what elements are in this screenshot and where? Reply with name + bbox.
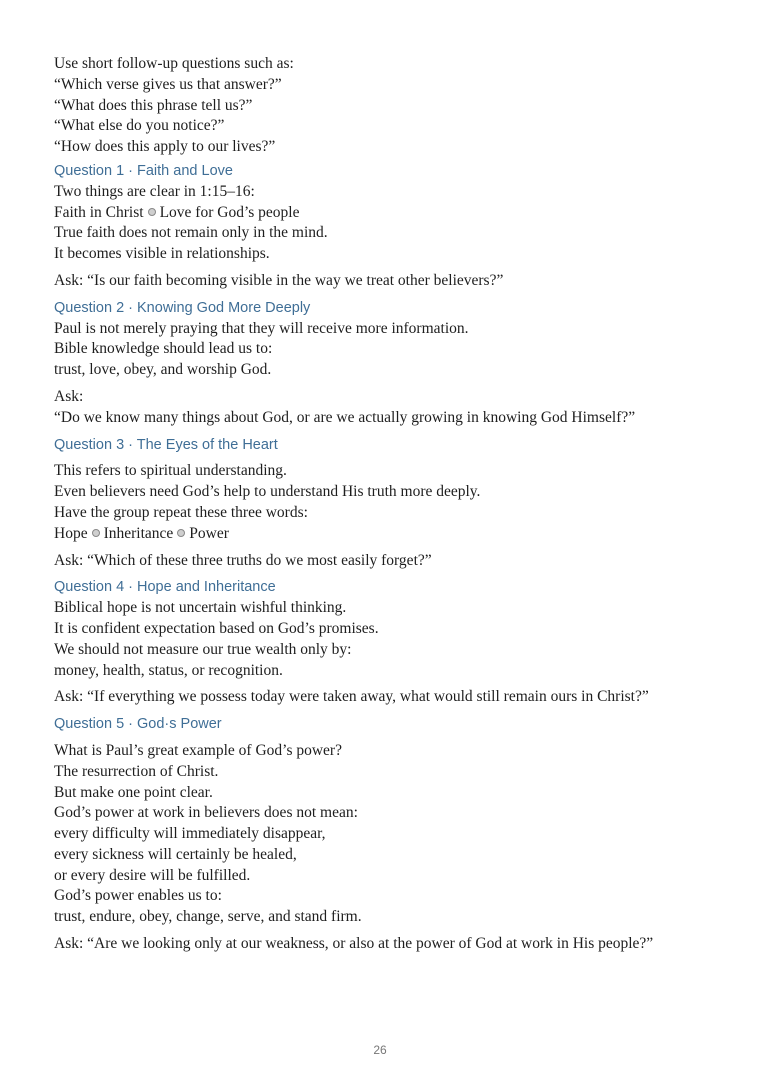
followup-question: “What does this phrase tell us?” — [54, 96, 253, 114]
phrase: Faith in Christ — [54, 203, 144, 221]
body-line: every difficulty will immediately disappear, — [54, 825, 326, 843]
body-line: But make one point clear. — [54, 783, 213, 801]
phrase: Love for God’s people — [159, 203, 300, 221]
body-line: or every desire will be fulfilled. — [54, 866, 251, 884]
body-line: We should not measure our true wealth only by: — [54, 640, 352, 658]
body-line: Two things are clear in 1:15–16: — [54, 182, 255, 200]
section-heading-q4: Question 4 · Hope and Inheritance — [54, 579, 276, 596]
bullet-dot-icon — [92, 529, 100, 537]
body-line: The resurrection of Christ. — [54, 762, 219, 780]
body-line — [54, 524, 734, 545]
body-line: Even believers need God’s help to understand His truth more deeply. — [54, 483, 481, 501]
ask-line: Ask: “If everything we possess today were taken away, what would still remain ours in Christ?” — [54, 688, 649, 706]
word: Hope — [54, 524, 88, 542]
body-line: Have the group repeat these three words: — [54, 503, 308, 521]
section-heading-q1: Question 1 · Faith and Love — [54, 162, 233, 179]
ask-line: Ask: “Which of these three truths do we most easily forget?” — [54, 551, 432, 569]
section-heading-q2: Question 2 · Knowing God More Deeply — [54, 299, 311, 316]
section-heading-q3: Question 3 · The Eyes of the Heart — [54, 436, 278, 453]
followup-question: “How does this apply to our lives?” — [54, 138, 276, 156]
body-line — [54, 203, 734, 224]
ask-line: Ask: “Are we looking only at our weakness, or also at the power of God at work in His people?” — [54, 935, 654, 953]
bullet-dot-icon — [177, 529, 185, 537]
body-line: True faith does not remain only in the mind. — [54, 224, 328, 242]
page-number: 26 — [373, 1043, 387, 1057]
body-line: Biblical hope is not uncertain wishful thinking. — [54, 599, 347, 617]
bullet-dot-icon — [148, 208, 156, 216]
ask-line: Ask: “Is our faith becoming visible in the way we treat other believers?” — [54, 271, 504, 289]
body-line: God’s power enables us to: — [54, 887, 222, 905]
body-line: trust, endure, obey, change, serve, and stand firm. — [54, 908, 362, 926]
body-line: This refers to spiritual understanding. — [54, 462, 287, 480]
body-line: money, health, status, or recognition. — [54, 661, 283, 679]
word: Power — [189, 524, 229, 542]
intro-lead: Use short follow-up questions such as: — [54, 55, 294, 72]
body-line: It becomes visible in relationships. — [54, 245, 270, 263]
ask-line: Ask: — [54, 387, 84, 405]
intro-block — [54, 54, 734, 158]
ask-question: “Do we know many things about God, or are we actually growing in knowing God Himself?” — [54, 408, 636, 426]
body-line: God’s power at work in believers does not mean: — [54, 804, 358, 822]
followup-question: “What else do you notice?” — [54, 117, 225, 135]
body-line: Bible knowledge should lead us to: — [54, 340, 273, 358]
body-line: It is confident expectation based on God’s promises. — [54, 619, 379, 637]
body-line: trust, love, obey, and worship God. — [54, 361, 272, 379]
followup-question: “Which verse gives us that answer?” — [54, 75, 282, 93]
body-line: every sickness will certainly be healed, — [54, 845, 297, 863]
body-line: What is Paul’s great example of God’s power? — [54, 741, 342, 759]
body-line: Paul is not merely praying that they will receive more information. — [54, 319, 469, 337]
section-heading-q5: Question 5 · God·s Power — [54, 716, 222, 733]
word: Inheritance — [103, 524, 174, 542]
document-page — [54, 54, 734, 955]
